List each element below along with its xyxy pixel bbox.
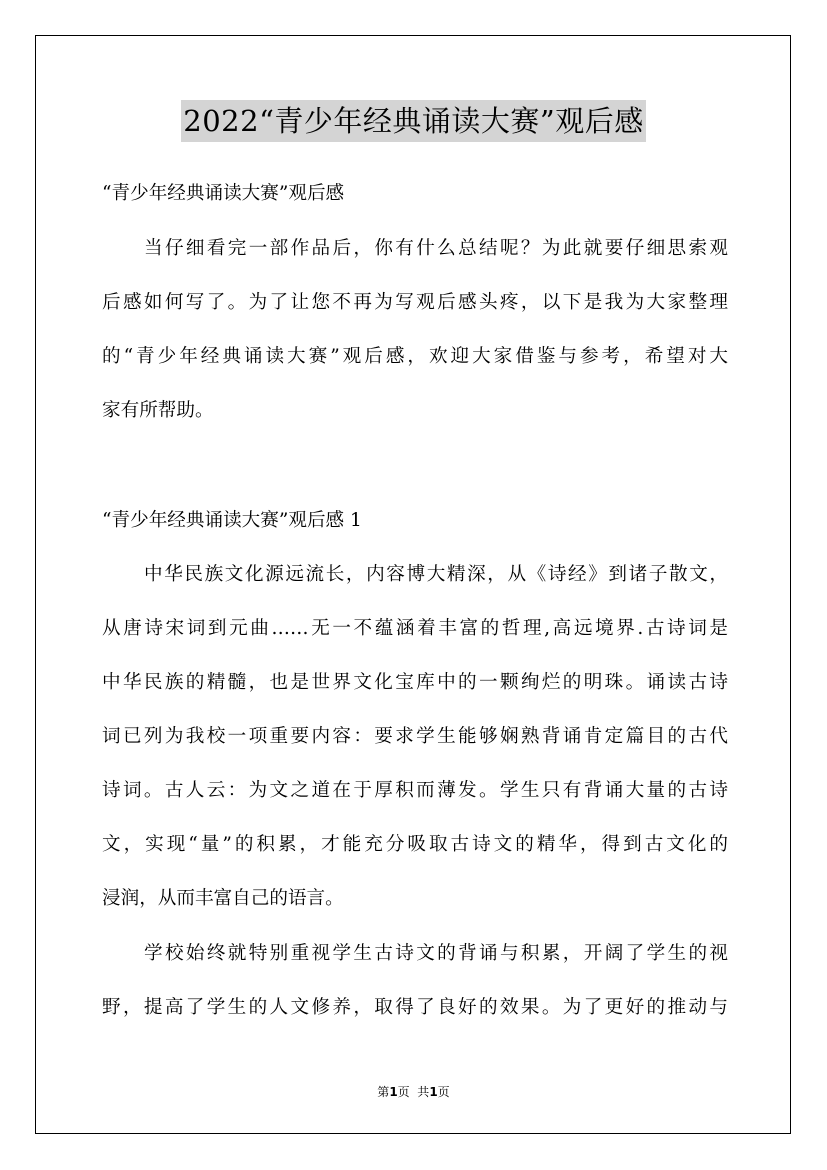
intro-line: 的“青少年经典诵读大赛”观后感，欢迎大家借鉴与参考，希望对大 [102, 346, 728, 367]
paragraph-line: 浸润，从而丰富自己的语言。 [102, 888, 344, 909]
intro-line: 后感如何写了。为了让您不再为写观后感头疼，以下是我为大家整理 [102, 292, 728, 313]
footer-page-suffix: 页 [437, 1085, 450, 1099]
paragraph-line: 中华民族的精髓，也是世界文化宝库中的一颗绚烂的明珠。诵读古诗 [102, 672, 728, 693]
title-container [0, 100, 827, 142]
footer-page-number: 1 [389, 1085, 398, 1099]
paragraph-line: 中华民族文化源远流长，内容博大精深，从《诗经》到诸子散文， [144, 564, 728, 585]
paragraph-line: 野，提高了学生的人文修养，取得了良好的效果。为了更好的推动与 [102, 997, 728, 1018]
page-footer [0, 1084, 827, 1100]
subtitle: “青少年经典诵读大赛”观后感 [102, 183, 345, 204]
footer-total-pages: 1 [429, 1085, 438, 1099]
paragraph-line: 诗词。古人云：为文之道在于厚积而薄发。学生只有背诵大量的古诗 [102, 780, 728, 801]
paragraph-line: 从唐诗宋词到元曲……无一不蕴涵着丰富的哲理,高远境界.古诗词是 [102, 618, 728, 639]
paragraph-line: 词已列为我校一项重要内容：要求学生能够娴熟背诵肯定篇目的古代 [102, 726, 728, 747]
intro-line: 家有所帮助。 [102, 400, 214, 421]
footer-page-prefix: 第 [377, 1085, 390, 1099]
document-title: 2022“青少年经典诵读大赛”观后感 [181, 100, 645, 142]
paragraph-line: 学校始终就特别重视学生古诗文的背诵与积累，开阔了学生的视 [144, 943, 728, 964]
intro-line: 当仔细看完一部作品后，你有什么总结呢？为此就要仔细思索观 [144, 238, 728, 259]
footer-page-mid: 页 共 [397, 1085, 430, 1099]
paragraph-line: 文，实现“量”的积累，才能充分吸取古诗文的精华，得到古文化的 [102, 834, 728, 855]
section-heading: “青少年经典诵读大赛”观后感 1 [102, 510, 362, 531]
